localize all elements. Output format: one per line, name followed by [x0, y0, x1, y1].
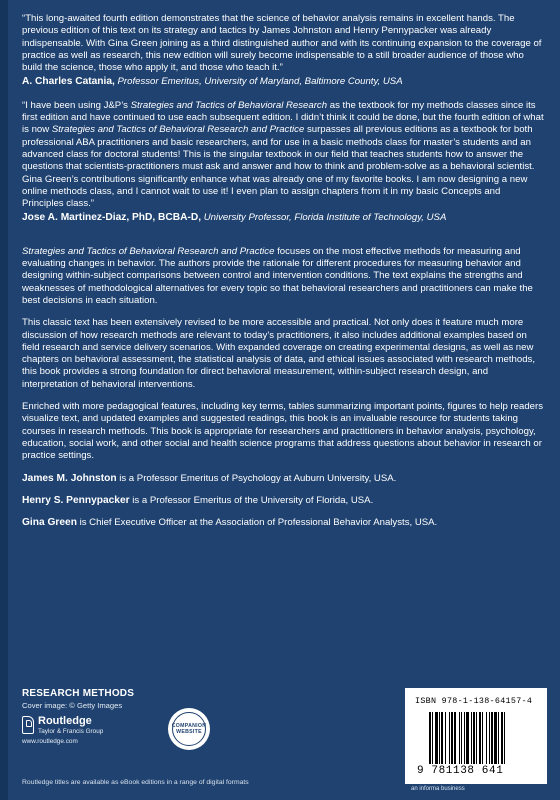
- quote-2-part-3: surpasses all previous editions as a textbook for both professional ABA practitioners and basic researchers, and for use in a basic methods class for master’s students and an advanced class for doctoral students! This is the singular textbook in our field that teaches students how to answer the questions that scientists-practitioners must ask and answer and how to think and problem-solve as a behavioral scientist. Gina Green’s contributions significantly enhance what was already one of my favorite books. I am now designing a new online methods class, and I cannot wait to use it! I even plan to assign chapters from it in my basic Concepts and Principles class.”: [22, 124, 535, 210]
- companion-badge-text: [168, 708, 210, 750]
- cover-spine-edge: [0, 0, 8, 800]
- author-bio-3: [22, 517, 544, 529]
- quote-2-book-title-1: Strategies and Tactics of Behavioral Research: [130, 99, 328, 111]
- author-name-2: Henry S. Pennypacker: [22, 494, 130, 506]
- publisher-group: Taylor & Francis Group: [38, 728, 104, 735]
- description-book-title: Strategies and Tactics of Behavioral Research and Practice: [22, 245, 275, 257]
- author-bio-text-3: is Chief Executive Officer at the Association of Professional Behavior Analysts, USA.: [76, 517, 438, 529]
- publisher-url: www.routledge.com: [22, 738, 78, 745]
- barcode-bars-icon: [429, 712, 539, 764]
- companion-line-2: WEBSITE: [176, 729, 202, 735]
- endorsement-attribution-2: [22, 212, 544, 224]
- endorser-name-1: A. Charles Catania,: [22, 76, 115, 88]
- barcode: [405, 688, 547, 784]
- author-bio-1: [22, 473, 544, 485]
- cover-text: [22, 13, 544, 539]
- companion-line-1: COMPANION: [171, 722, 207, 729]
- publisher-logo: [22, 716, 132, 750]
- subject-category: RESEARCH METHODS: [22, 688, 135, 699]
- ebook-note: Routledge titles are available as eBook editions in a range of digital formats: [22, 779, 249, 786]
- endorsement-attribution-1: [22, 76, 544, 88]
- endorsement-quote-2: [22, 100, 544, 211]
- author-bio-text-1: is a Professor Emeritus of Psychology at Auburn University, USA.: [116, 472, 397, 484]
- author-bio-text-2: is a Professor Emeritus of the University of Florida, USA.: [129, 494, 374, 506]
- endorser-affiliation-2: University Professor, Florida Institute of Technology, USA: [203, 212, 447, 224]
- author-bio-2: [22, 495, 544, 507]
- cover-image-credit: Cover image: © Getty Images: [22, 701, 123, 710]
- endorsement-quote-1: “This long-awaited fourth edition demonstrates that the science of behavior analysis remains in excellent hands. The previous edition of this text on its strategy and tactics by James Johnston and Henry Pennypacker was already indispensable. With Gina Green joining as a third distinguished author and with its continuing expansion to the coverage of practice as well as research, this new edition will surely become indispensable to a still broader audience of those who build the science, those who apply it, and those who teach it.”: [22, 13, 542, 74]
- informa-note: an informa business: [411, 786, 465, 792]
- routledge-logo-icon: [22, 716, 34, 734]
- quote-2-part-2: as the textbook for my methods classes since its first edition and have continued to use each subsequent edition. I didn’t think it could be done, but the fourth edition of what is now: [22, 99, 544, 136]
- endorser-name-2: Jose A. Martinez-Diaz, PhD, BCBA-D,: [22, 212, 202, 224]
- author-name-1: James M. Johnston: [22, 472, 117, 484]
- cover-footer: [22, 688, 542, 798]
- description-paragraph-1-text: focuses on the most effective methods for measuring and evaluating changes in behavior. The authors provide the rationale for different procedures for measuring behavior and designing within-subject comparisons between control and intervention conditions. The text explains the strengths and weaknesses of methodological alternatives for every topic so that behavioral researchers and practitioners can make the best decisions in each situation.: [22, 245, 533, 306]
- publisher-name: Routledge: [38, 715, 92, 727]
- quote-2-book-title-2: Strategies and Tactics of Behavioral Research and Practice: [51, 124, 305, 136]
- endorser-affiliation-1: Professor Emeritus, University of Maryland, Baltimore County, USA: [117, 76, 403, 88]
- description-paragraph-2: This classic text has been extensively revised to be more accessible and practical. Not only does it feature much more discussion of how research methods are relevant to today’s practitioners, it also includes additional examples based on field research and service delivery scenarios. With expanded coverage on creating experimental designs, as well as new chapters on behavioral assessment, the statistical analysis of data, and ethical issues associated with research methods, this book provides a strong foundation for direct behavioral measurement, within-subject research design, and interpretation of behavioral interventions.: [22, 317, 536, 390]
- description-paragraph-1: [22, 246, 544, 307]
- isbn-label: ISBN 978-1-138-64157-4: [415, 696, 533, 706]
- description-paragraph-3: Enriched with more pedagogical features, including key terms, tables summarizing important points, figures to help readers visualize text, and updated examples and suggested readings, this book is an invaluable resource for students taking courses in research methods. This book is appropriate for researchers and practitioners in behavior analysis, psychology, education, social work, and other social and health science programs that address questions about behavior in research or practice settings.: [22, 401, 543, 462]
- companion-website-badge-icon: [168, 708, 210, 750]
- isbn-number: 9 781138 641: [417, 765, 504, 777]
- quote-2-part-1: “I have been using J&P’s: [22, 99, 131, 111]
- spacer: [22, 236, 544, 246]
- author-name-3: Gina Green: [22, 517, 77, 529]
